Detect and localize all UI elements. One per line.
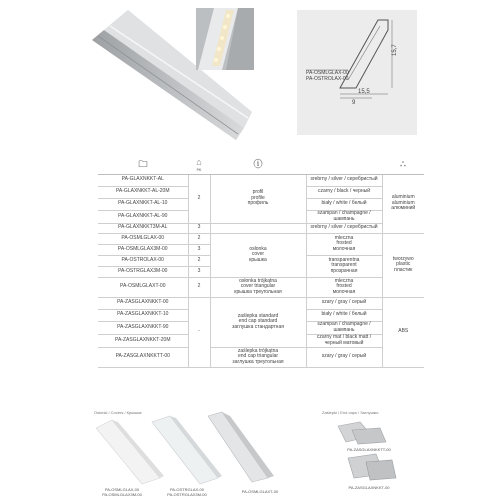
table-row: PA-OSMLGLAXT-00 2 osłonka trójkątna cover triangular крышка треугольная mleczna frosted молочная [98,277,424,297]
cross-section-code-1: PA-OSMLGLAX-00 [306,70,349,76]
table-row: PA-GLAXNKKT-AL-10 biały / white / белый [98,198,424,210]
table-row: PA-OSTROLAX-00 2 transparentna transparent прозрачная [98,255,424,266]
table-row: PA-GLAXNKKT-AL-20M czarny / black / черный [98,186,424,198]
cover-triangular-label: PA-OSMLGLAXT-00 [241,489,279,494]
endcap-standard-label: PA-ZASGLAXNKKT-00 [348,485,390,490]
folder-icon: 🗀 [138,159,148,170]
product-table [98,156,424,368]
accessories-photos [90,408,410,500]
table-header-row [98,156,424,174]
table-row: PA-ZASGLAXNKKT-00 - zaślepka standard end cap standard заглушка стандартная szary / gray / серый ABS [98,297,424,309]
table-row: PA-GLAXNKKT3M-AL 3 srebrny / silver / серебристый [98,223,424,233]
width-dim: 15,5 [358,89,370,95]
spec-table [98,156,424,368]
cross-section-code-2: PA-OSTROLAX-00 [306,76,349,82]
table-row: PA-ZASGLAXNKKT-20M czarny mat / black matt / черный матовый [98,334,424,347]
table-row: PA-OSTRGLAX3M-00 3 [98,266,424,277]
header-material [382,156,424,174]
height-dim: 15,7 [392,44,398,56]
endcap-standard-photo [348,454,396,480]
header-info [210,156,306,174]
led-strip-inset [196,8,254,70]
hero-graphics [0,0,500,150]
info-icon: ⓘ [253,159,263,170]
endcap-triangular-label: PA-ZASGLAXNKKTT-00 [347,447,391,452]
product-hero [0,0,500,150]
header-color [306,156,382,174]
table-row: PA-OSMLGLAX3M-00 3 [98,244,424,255]
cover-transparent-photo [152,416,222,484]
table-row: PA-ZASGLAXNKKT-90 szampan / champagne / шампань [98,321,424,334]
cover-milky-labels: PA-OSMLGLAX-00 PA-OSMLGLAX3M-00 [102,487,142,497]
table-row: PA-ZASGLAXNKKT-10 biały / white / белый [98,309,424,321]
header-pk: ⌂ PK [188,156,210,174]
table-row: PA-GLAXNKKT-AL 2 profil profile профиль srebrny / silver / серебристый aluminium aluminium алюминий [98,174,424,186]
table-row: PA-ZASGLAXNKKTT-00 zaślepka trójkątna end cap triangular заглушка треугольная szary / gray / серый [98,347,424,367]
table-row: PA-GLAXNKKT-AL-90 szampan / champagne / шампань [98,210,424,223]
cover-milky-photo [96,420,164,484]
cover-transparent-labels: PA-OSTRGLAX-00 PA-OSTRGLAX3M-00 [167,487,207,497]
header-code [98,156,188,174]
table-row: PA-OSMLGLAX-00 2 osłonka cover крышка mleczna frosted молочная tworzywo plastic пластик [98,233,424,244]
package-icon: ⌂ [196,157,202,168]
endcap-triangular-photo [338,422,386,444]
cross-section-drawing [297,10,417,135]
endcaps-caption: Zaślepki / End caps / Заглушки: [322,410,379,415]
covers-caption: Osłonki / Covers / Крышки: [94,410,143,415]
material-icon: ∴ [400,159,406,170]
inner-dim: 9 [352,100,356,106]
